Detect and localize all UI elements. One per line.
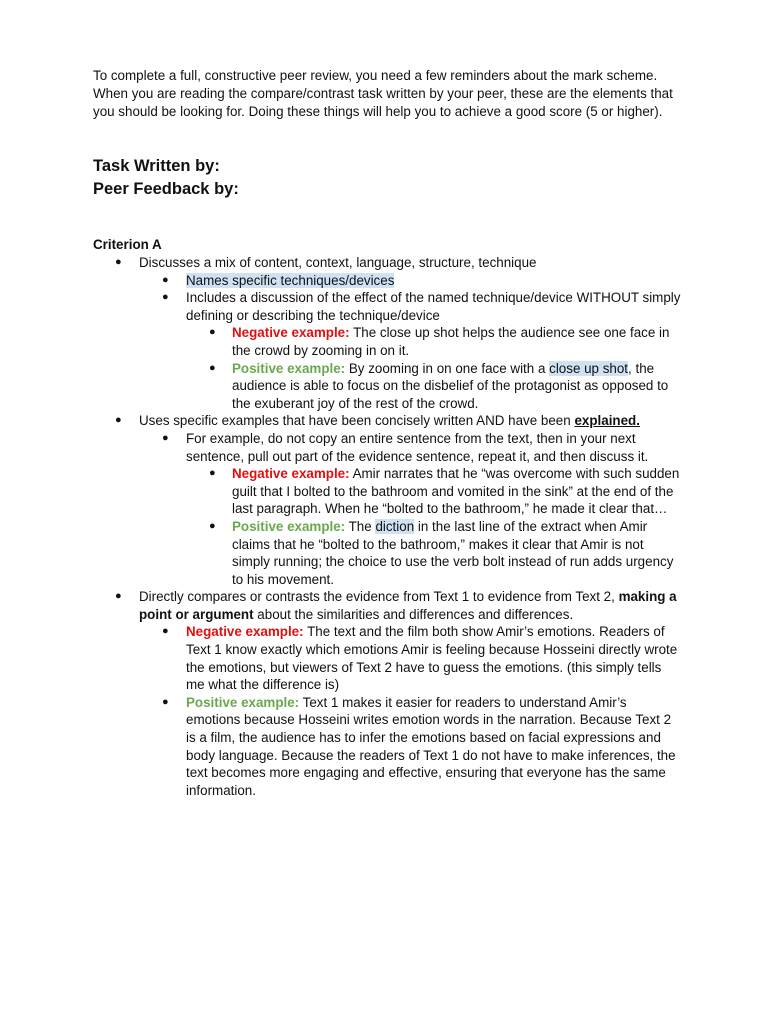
explained-emphasis: explained.	[574, 413, 640, 429]
list-item	[93, 254, 683, 272]
bullet-icon: ●	[209, 326, 216, 339]
negative-example-1: The close up shot helps the audience see one face in the crowd by zooming in on it.	[232, 325, 670, 358]
item-mix: Discusses a mix of content, context, language, structure, technique	[139, 255, 537, 270]
positive-label: Positive example:	[186, 694, 300, 710]
item-uses-specific: Uses specific examples that have been concisely written AND have been	[139, 413, 571, 429]
bullet-icon: ●	[162, 431, 169, 444]
bullet-icon: ●	[115, 256, 122, 268]
positive-example-2-b: in the last line of the extract when Amir claims that he “bolted to the bathroom,” makes it clear that Amir is not simply running; the choice to use the verb bolt instead of run adds urgency to his movement.	[232, 518, 674, 587]
criterion-list	[93, 254, 683, 799]
item-names-specific: Names specific techniques/devices	[186, 272, 395, 288]
bullet-icon: ●	[209, 519, 216, 532]
list-item	[93, 518, 683, 588]
peer-feedback-by-heading: Peer Feedback by:	[93, 180, 239, 198]
bullet-icon: ●	[209, 361, 216, 374]
negative-example-3: The text and the film both show Amir’s emotions. Readers of Text 1 know exactly which emotions Amir is feeling because Hosseini directly wrote the emotions, but viewers of Text 2 have to guess the emotions. (this simply tells me what the difference is)	[186, 624, 678, 693]
list-item	[93, 412, 683, 430]
criterion-heading: Criterion A	[93, 237, 162, 252]
bullet-icon: ●	[115, 590, 122, 603]
list-item	[93, 289, 683, 324]
positive-label: Positive example:	[232, 518, 346, 534]
making-point-emphasis: making a point or argument	[139, 589, 677, 622]
bullet-icon: ●	[209, 467, 216, 480]
positive-example-1-b: , the audience is able to focus on the disbelief of the protagonist as opposed to the exuberant joy of the rest of the crowd.	[232, 360, 669, 411]
item-about-similarities: about the similarities and differences and differences.	[257, 606, 574, 622]
positive-example-2-a: The	[348, 518, 372, 534]
list-item	[93, 588, 683, 623]
intro-paragraph: To complete a full, constructive peer review, you need a few reminders about the mark scheme. When you are reading the compare/contrast task written by your peer, these are the elements that you should be looking for. Doing these things will help you to achieve a good score (5 or higher).	[93, 68, 673, 119]
list-item	[93, 360, 683, 413]
list-item	[93, 324, 683, 359]
list-item	[93, 694, 683, 800]
bullet-icon: ●	[162, 695, 169, 708]
positive-example-1-a: By zooming in on one face with a	[348, 360, 546, 376]
positive-label: Positive example:	[232, 360, 346, 376]
list-item	[93, 623, 683, 693]
bullet-icon: ●	[162, 273, 169, 286]
item-includes-discussion: Includes a discussion of the effect of the named technique/device WITHOUT simply defining or describing the technique/device	[186, 290, 681, 323]
negative-label: Negative example:	[232, 325, 350, 341]
list-item	[93, 465, 683, 518]
task-written-by-heading: Task Written by:	[93, 157, 220, 175]
bullet-icon: ●	[115, 414, 122, 427]
list-item	[93, 430, 683, 465]
item-for-example: For example, do not copy an entire sentence from the text, then in your next sentence, pull out part of the evidence sentence, repeat it, and then discuss it.	[186, 430, 649, 464]
bullet-icon: ●	[162, 291, 169, 304]
negative-label: Negative example:	[186, 624, 304, 640]
highlight-close-up-shot: close up shot	[549, 360, 629, 376]
highlight-diction: diction	[375, 518, 415, 534]
negative-label: Negative example:	[232, 466, 350, 482]
positive-example-3: Text 1 makes it easier for readers to understand Amir’s emotions because Hosseini writes emotion words in the narration. Because Text 2 is a film, the audience has to infer the emotions based on facial expressions and body language. Because the readers of Text 1 do not have to make inferences, the text becomes more engaging and effective, ensuring that everyone has the same information.	[186, 694, 676, 798]
list-item	[93, 272, 683, 290]
bullet-icon: ●	[162, 625, 169, 638]
negative-example-2: Amir narrates that he “was overcome with such sudden guilt that I bolted to the bathroom and vomited in the sink” at the end of the last paragraph. When he “bolted to the bathroom,” he made it clear that…	[232, 466, 680, 517]
item-directly-compares: Directly compares or contrasts the evidence from Text 1 to evidence from Text 2,	[139, 589, 615, 605]
